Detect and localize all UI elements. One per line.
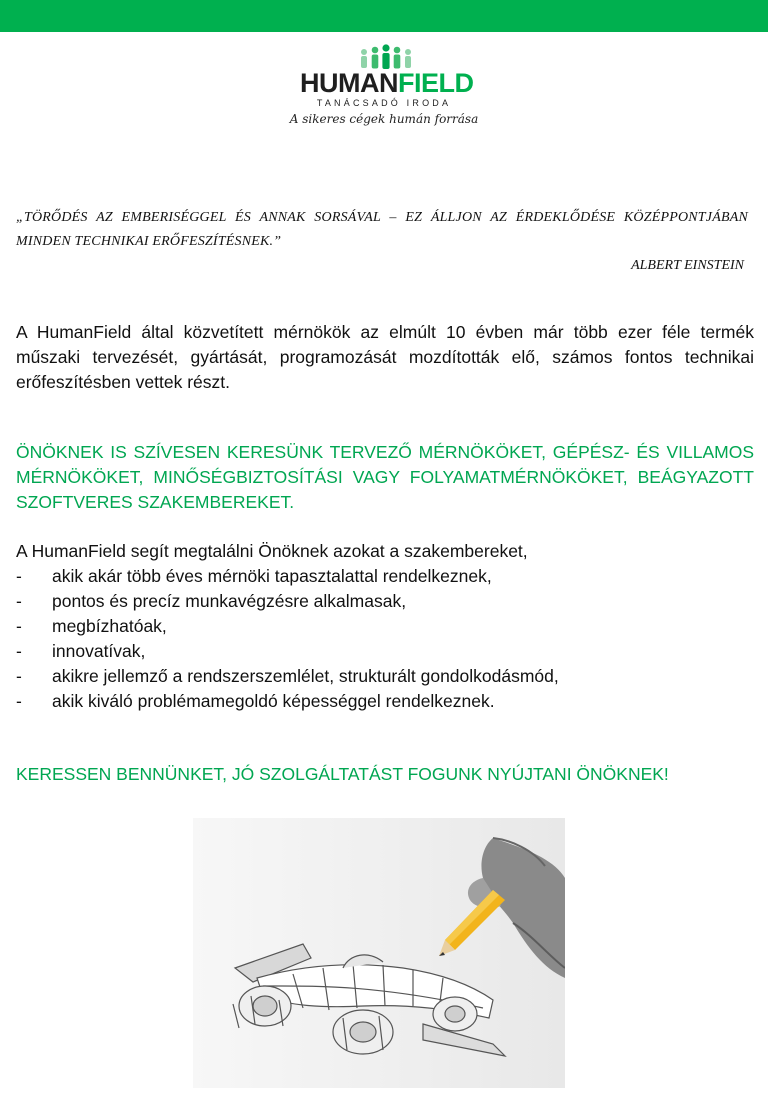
list-item: - pontos és precíz munkavégzésre alkalmasak, [16, 591, 407, 611]
brand-subtitle: TANÁCSADÓ IRODA [316, 98, 452, 108]
list-item: - innovatívak, [16, 641, 146, 661]
humanfield-logo [284, 40, 484, 140]
list-item: - akik kiváló problémamegoldó képességgel rendelkeznek. [16, 691, 495, 711]
people-group-icon [358, 44, 414, 70]
call-to-action: KERESSEN BENNÜNKET, JÓ SZOLGÁLTATÁST FOGUNK NYÚJTANI ÖNÖKNEK! [16, 764, 669, 784]
brand-human: HUMAN [300, 68, 398, 98]
list-item: - akikre jellemző a rendszerszemlélet, strukturált gondolkodásmód, [16, 666, 559, 686]
list-intro: A HumanField segít megtalálni Önöknek azokat a szakembereket, [16, 541, 528, 561]
quote-author: ALBERT EINSTEIN [631, 258, 744, 273]
race-car-sketch-illustration [193, 818, 565, 1088]
qualities-list [16, 564, 559, 714]
services-paragraph: ÖNÖKNEK IS SZÍVESEN KERESÜNK TERVEZŐ MÉRNÖKÖKET, GÉPÉSZ- ÉS VILLAMOS MÉRNÖKÖKET, MINŐSÉGBIZTOSÍTÁSI VAGY FOLYAMATMÉRNÖKÖKET, BEÁGYAZOTT SZOFTVERES SZAKEMBEREKET. [16, 442, 754, 512]
list-item: - megbízhatóak, [16, 616, 167, 636]
einstein-quote: „TÖRŐDÉS AZ EMBERISÉGGEL ÉS ANNAK SORSÁVAL – EZ ÁLLJON AZ ÉRDEKLŐDÉSE KÖZÉPPONTJÁBAN MINDEN TECHNIKAI ERŐFESZÍTÉSNEK.” [16, 210, 748, 249]
top-green-bar [0, 0, 768, 32]
brand-tagline: A sikeres cégek humán forrása [289, 112, 479, 126]
list-item: - akik akár több éves mérnöki tapasztalattal rendelkeznek, [16, 566, 492, 586]
brand-name [300, 68, 474, 98]
intro-paragraph: A HumanField által közvetített mérnökök az elmúlt 10 évben már több ezer féle termék műszaki tervezését, gyártását, programozását mozdították elő, számos fontos technikai erőfeszítésben vettek részt. [16, 322, 754, 392]
brand-field: FIELD [398, 68, 474, 98]
